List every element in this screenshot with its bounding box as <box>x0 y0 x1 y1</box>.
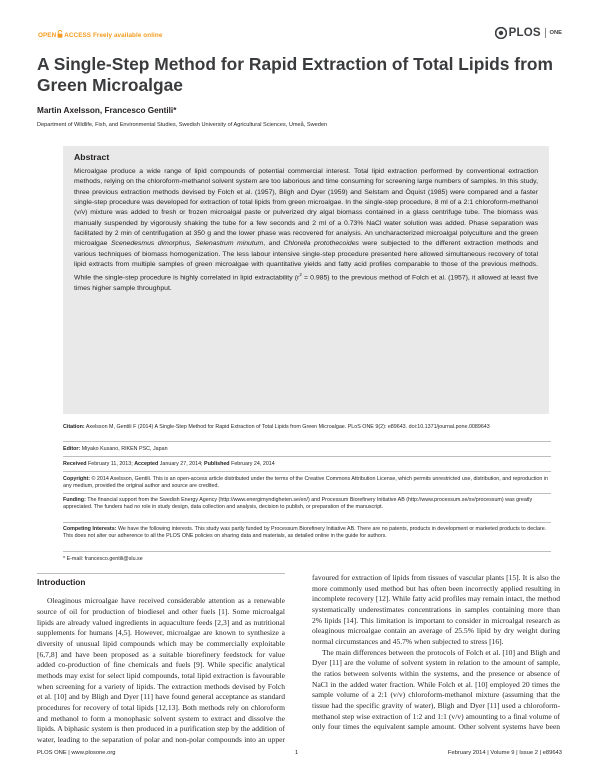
metadata-divider <box>63 493 551 494</box>
received-date: February 11, 2013; <box>86 461 135 467</box>
metadata-divider <box>63 522 551 523</box>
body-paragraph: favoured for extraction of lipids from tissues of vascular plants [15]. It is also the more commonly used method but has often been incorrectly applied resulting in incomplete recovery [12]. While fatty acid profiles may remain intact, the method systematically underestimates concentrations in samples containing more than 2% lipids [14]. This limitation is important to consider in microalgal research as oleaginous microalgae contain an average of 25.5% lipid by dry weight during normal circumstances and 45.7% when subjected to stress [16]. <box>312 573 560 646</box>
footer-url[interactable]: www.plosone.org <box>71 750 116 756</box>
abstract-text <box>74 167 538 294</box>
body-column-left <box>37 573 285 745</box>
metadata-divider <box>63 456 551 457</box>
logo-divider <box>545 28 546 38</box>
competing-label: Competing Interests: <box>63 526 117 532</box>
funding <box>63 497 551 512</box>
abstract-text-part: Microalgae produce a wide range of lipid compounds of potential commercial interest. Total lipid extraction performed by conventional extraction methods, relying on the chloroform-methanol solvent system are too laborious and time consuming for screening large numbers of samples. In this study, three previous extraction methods devised by Folch et al. (1957), Bligh and Dyer (1959) and Selstam and Öquist (1985) were compared and a faster single-step procedure was developed for extraction of total lipids from green microalgae. In the single-step procedure, 8 ml of a 2:1 chloroform-methanol (v/v) mixture was added to fresh or frozen microalgal paste or pulverized dry algal biomass contained in a glass centrifuge tube. The biomass was manually suspended by vigorously shaking the tube for a few seconds and 2 ml of a 0.73% NaCl water solution was added. Phase separation was facilitated by 2 min of centrifugation at 350 g and the lower phase was recovered for analysis. An uncharacterized microalgal polyculture and the green microalgae <box>74 168 538 248</box>
body-paragraph: The main differences between the protocols of Folch et al. [10] and Bligh and Dyer [11] are the volume of solvent system in relation to the amount of sample, the ratios between solvents within the systems, and the presence or absence of NaCl in the added water fraction. While Folch et al. [10] employed 20 times the sample volume of a 2:1 (v/v) chloroform-methanol mixture (assuming that the tissue had the specific gravity of water), Bligh and Dyer [11] used a chloroform-methanol step wise extraction of 1:2 and 1:1 (v/v) amounting to a final volume of only four times the equivalent sample amount. Other solvent systems have been <box>312 647 560 732</box>
editor-text: Miyako Kusano, RIKEN PSC, Japan <box>80 446 168 452</box>
competing-interests <box>63 526 551 541</box>
plos-logo-icon <box>495 27 507 39</box>
published-date: February 24, 2014 <box>229 461 275 467</box>
journal-header <box>38 29 562 43</box>
article-title: A Single-Step Method for Rapid Extraction of Total Lipids from Green Microalgae <box>37 54 553 95</box>
author-list: Martin Axelsson, Francesco Gentili* <box>37 106 177 115</box>
abstract-text-part: , and <box>263 240 284 248</box>
footer-issue: February 2014 | Volume 9 | Issue 2 | e89643 <box>447 750 562 756</box>
abstract-box <box>63 146 549 414</box>
competing-text: We have the following interests. This study was partly funded by Processum Biorefinery Initiative AB. There are no patents, products in development or marketed products to declare. This does not alter our adherence to all the PLOS ONE policies on sharing data and materials, as detailed online in the guide for authors. <box>63 526 547 540</box>
corresponding-email: * E-mail: francesco.gentili@slu.se <box>63 556 143 562</box>
section-heading-introduction: Introduction <box>37 576 86 587</box>
footer-page-number: 1 <box>295 750 299 756</box>
open-access-text: ACCESS Freely available online <box>64 32 163 39</box>
funding-label: Funding: <box>63 497 86 503</box>
abstract-superscript: 2 <box>299 272 302 278</box>
accepted-date: January 27, 2014; <box>158 461 205 467</box>
one-wordmark: ONE <box>549 30 562 36</box>
plos-one-logo <box>495 27 562 39</box>
footer-journal-name: PLOS ONE <box>37 750 67 756</box>
author-affiliation: Department of Wildlife, Fish, and Environmental Studies, Swedish University of Agricultural Sciences, Umeå, Sweden <box>37 122 328 128</box>
abstract-text-part: were subjected to the different extraction methods and various techniques of biomass homogenization. The less labour intensive single-step procedure presented here allowed simultaneous recovery of total lipid extracts from multiple samples of green microalgae with quantitative yields and fatty acid profiles comparable to those of the previous methods. While the single-step procedure is highly correlated in lipid extractability (r <box>74 240 539 282</box>
footer-journal: PLOS ONE | www.plosone.org <box>37 750 116 756</box>
article-dates <box>63 461 551 468</box>
funding-text: The financial support from the Swedish Energy Agency (http://www.energimyndigheten.se/en/) and Processum Biorefinery Initiative AB (http://www.processum.se/sv/processum) was greatly appreciated. The funders had no role in study design, data collection and analysis, decision to publish, or preparation of the manuscript. <box>63 497 533 511</box>
citation-label: Citation: <box>63 424 85 430</box>
body-paragraph: Oleaginous microalgae have received considerable attention as a renewable source of oil for production of biodiesel and other fuels [1]. Some microalgal lipids are already valued ingredients in aquaculture feeds [2,3] and as nutritional supplements for humans [4,5]. However, microalgae are known to synthesize a diversity of unusual lipid compounds which may be commercially exploitable [6,7,8] and have been proposed as a suitable biorefinery feedstock for value added co-production of fine chemicals and fuels [9]. While specific analytical methods may exist for select lipid compounds, total lipid extraction is favourable when screening for a variety of lipids. The extraction methods devised by Folch et al. [10] and by Bligh and Dyer [11] have found general acceptance as standard procedures for recovery of total lipids [12,13]. Both methods rely on chloroform and methanol to form a monophasic solvent system to extract and dissolve the lipids. A biphasic system is then produced in a purification step by the addition of water, leading to the separation of polar and non-polar compounds into an upper <box>37 596 285 744</box>
copyright <box>63 476 551 491</box>
section-divider <box>37 573 285 574</box>
citation <box>63 424 551 431</box>
abstract-text-part: = 0.985) to the previous method of Folch et al. (1957), it allowed at least five times higher sample throughput. <box>74 274 539 293</box>
copyright-label: Copyright: <box>63 476 91 482</box>
editor <box>63 446 551 453</box>
accepted-label: Accepted <box>134 461 159 467</box>
abstract-species: Scenedesmus dimorphus, Selenastrum minutum <box>110 240 264 248</box>
metadata-divider <box>63 471 551 472</box>
body-column-right <box>312 573 560 733</box>
metadata-divider <box>63 551 551 552</box>
published-label: Published <box>204 461 230 467</box>
citation-text: Axelsson M, Gentili F (2014) A Single-Step Method for Rapid Extraction of Total Lipids from Green Microalgae. PLoS ONE 9(2): e89643. doi:10.1371/journal.pone.0089643 <box>84 424 490 430</box>
open-access-label: OPEN <box>38 32 57 39</box>
open-lock-icon <box>57 30 63 38</box>
metadata-divider <box>63 441 551 442</box>
editor-label: Editor: <box>63 446 81 452</box>
received-label: Received <box>63 461 87 467</box>
abstract-heading: Abstract <box>74 152 110 162</box>
plos-wordmark: PLOS <box>508 27 541 39</box>
abstract-species: Chlorella protothecoides <box>283 240 359 248</box>
copyright-text: © 2014 Axelsson, Gentili. This is an open-access article distributed under the terms of the Creative Commons Attribution License, which permits unrestricted use, distribution, and reproduction in any medium, provided the original author and source are credited. <box>63 476 549 490</box>
open-access-banner <box>38 30 162 39</box>
